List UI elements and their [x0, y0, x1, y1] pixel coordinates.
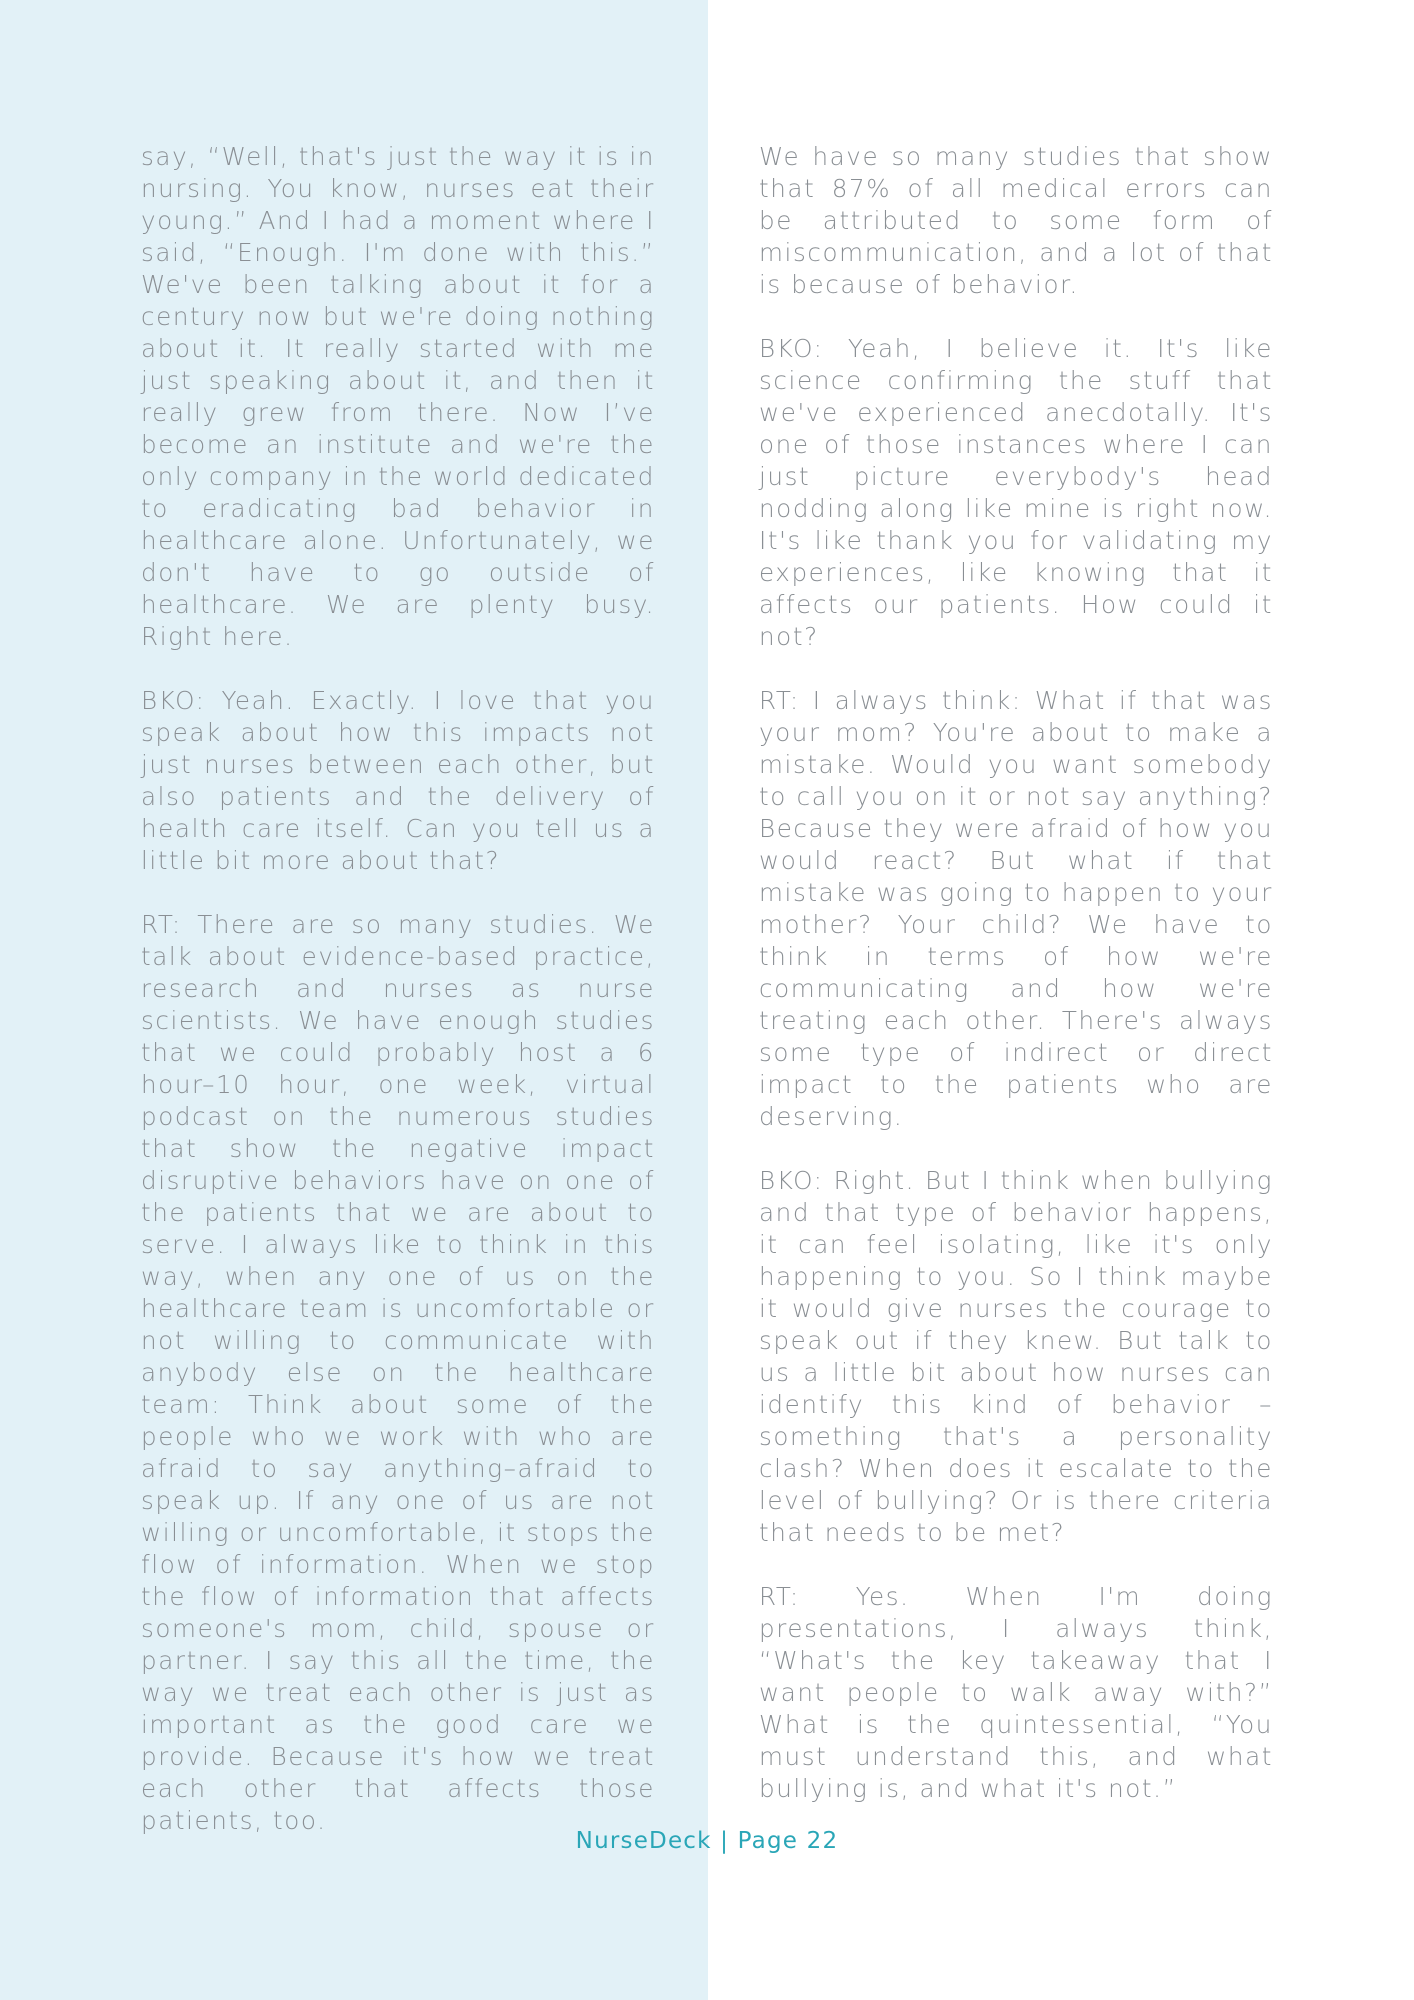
paragraph: BKO: Yeah. Exactly. I love that you speak about how this impacts not just nurses between each other, but also patients and the delivery of health care itself. Can you tell us a little bit more about that?: [141, 686, 655, 875]
paragraph: RT: There are so many studies. We talk about evidence-based practice, research and nurses as nurse scientists. We have enough studies that we could probably host a 6 hour–10 hour, one week, virtual podcast on the numerous studies that show the negative impact disruptive behaviors have on one of the patients that we are about to serve. I always like to think in this way, when any one of us on the healthcare team is uncomfortable or not willing to communicate with anybody else on the healthcare team: Think about some of the people who we work with who are afraid to say anything–afraid to speak up. If any one of us are not willing or uncomfortable, it stops the flow of information. When we stop the flow of information that affects someone's mom, child, spouse or partner. I say this all the time, the way we treat each other is just as important as the good care we provide. Because it's how we treat each other that affects those patients, too.: [141, 910, 655, 1835]
paragraph: RT: Yes. When I'm doing presentations, I always think, “What's the key takeaway that I want people to walk away with?” What is the quintessential, “You must understand this, and what bullying is, and what it's not.”: [759, 1582, 1273, 1803]
page-footer: NurseDeck | Page 22: [575, 1828, 839, 1854]
paragraph: RT: I always think: What if that was your mom? You're about to make a mistake. Would you want somebody to call you on it or not say anything? Because they were afraid of how you would react? But what if that mistake was going to happen to your mother? Your child? We have to think in terms of how we're communicating and how we're treating each other. There's always some type of indirect or direct impact to the patients who are deserving.: [759, 686, 1273, 1131]
left-text-column: [141, 141, 655, 1869]
right-text-column: [759, 141, 1273, 1837]
paragraph: BKO: Yeah, I believe it. It's like science confirming the stuff that we've experienced anecdotally. It's one of those instances where I can just picture everybody's head nodding along like mine is right now. It's like thank you for validating my experiences, like knowing that it affects our patients. How could it not?: [759, 334, 1273, 651]
paragraph: say, “Well, that's just the way it is in nursing. You know, nurses eat their young.” And I had a moment where I said, “Enough. I'm done with this.” We've been talking about it for a century now but we're doing nothing about it. It really started with me just speaking about it, and then it really grew from there. Now I’ve become an institute and we're the only company in the world dedicated to eradicating bad behavior in healthcare alone. Unfortunately, we don't have to go outside of healthcare. We are plenty busy. Right here.: [141, 142, 655, 651]
paragraph: We have so many studies that show that 87% of all medical errors can be attributed to some form of miscommunication, and a lot of that is because of behavior.: [759, 142, 1273, 299]
paragraph: BKO: Right. But I think when bullying and that type of behavior happens, it can feel isolating, like it's only happening to you. So I think maybe it would give nurses the courage to speak out if they knew. But talk to us a little bit about how nurses can identify this kind of behavior – something that's a personality clash? When does it escalate to the level of bullying? Or is there criteria that needs to be met?: [759, 1166, 1273, 1547]
